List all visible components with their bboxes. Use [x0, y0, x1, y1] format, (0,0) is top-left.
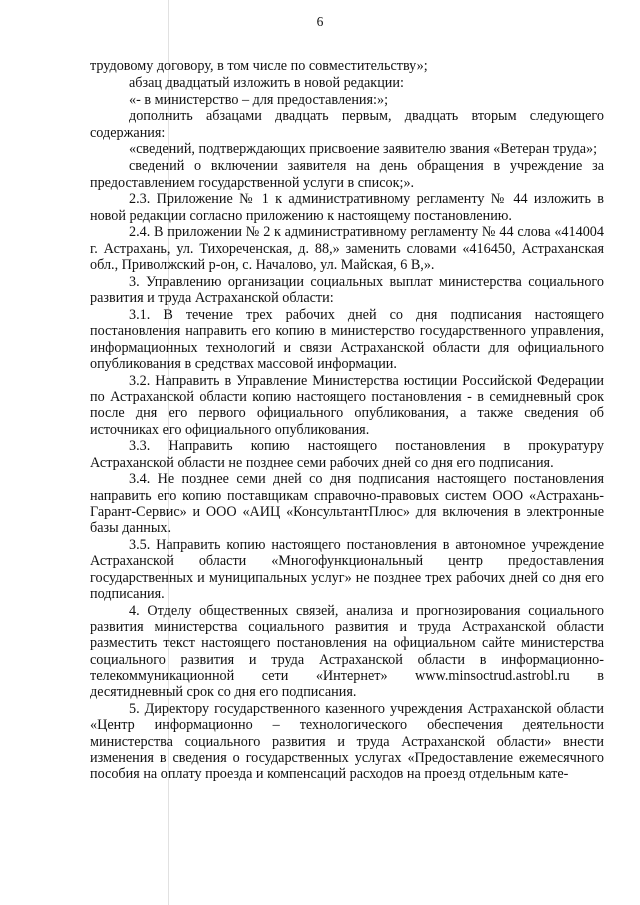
paragraph: дополнить абзацами двадцать первым, двадцать вторым следующего содержания:	[90, 108, 604, 141]
paragraph: 3.3. Направить копию настоящего постановления в прокуратуру Астраханской области не позднее семи рабочих дней со дня его подписания.	[90, 438, 604, 471]
paragraph: «- в министерство – для предоставления:»;	[129, 91, 389, 108]
paragraph: 3. Управлению организации социальных выплат министерства социального развития и труда Астраханской области:	[90, 273, 604, 307]
paragraph: «сведений, подтверждающих присвоение заявителю звания «Ветеран труда»;	[129, 141, 598, 158]
paragraph: 2.4. В приложении № 2 к административному регламенту № 44 слова «414004 г. Астрахань, ул. Тихореченская, д. 88,» заменить словами «416450, Астраханская обл., Приволжский р-он, с. Началово, ул. Майская, 6 В,».	[90, 224, 604, 274]
page-number: 6	[316, 14, 324, 29]
paragraph: 3.5. Направить копию настоящего постановления в автономное учреждение Астраханской области «Многофункциональный центр предоставления государственных и муниципальных услуг» не позднее трех рабочих дней со дня его подписания.	[90, 537, 604, 602]
paragraph: абзац двадцатый изложить в новой редакции:	[129, 74, 404, 91]
paragraph: 3.1. В течение трех рабочих дней со дня подписания настоящего постановления направить его копию в министерство государственного управления, информационных технологий и связи Астраханской области для официального опубликования в средствах массовой информации.	[90, 306, 604, 372]
paragraph: 5. Директору государственного казенного учреждения Астраханской области «Центр информационно – технологического обеспечения деятельности министерства социального развития и труда Астраханской области» внести изменения в сведения о государственных услугах «Предоставление ежемесячного пособия на оплату проезда и компенсаций расходов на проезд отдельным кате-	[90, 701, 604, 783]
paragraph: 2.3. Приложение № 1 к административному регламенту № 44 изложить в новой редакции согласно приложению к настоящему постановлению.	[90, 191, 604, 224]
paragraph: 4. Отделу общественных связей, анализа и прогнозирования социального развития министерства социального развития и труда Астраханской области разместить текст настоящего постановления на официальном сайте министерства социального развития и труда Астраханской области в информационно-телекоммуникационной сети «Интернет» www.minsoctrud.astrobl.ru в десятидневный срок со дня его подписания.	[90, 602, 604, 701]
paragraph: 3.4. Не позднее семи дней со дня подписания настоящего постановления направить его копию поставщикам справочно-правовых систем ООО «Астрахань-Гарант-Сервис» и ООО «АИЦ «КонсультантПлюс» для включения в электронные базы данных.	[90, 471, 604, 537]
paragraph: трудовому договору, в том числе по совместительству»;	[90, 58, 428, 74]
paragraph: сведений о включении заявителя на день обращения в учреждение за предоставлением государственной услуги в список;».	[90, 158, 604, 191]
document-body	[90, 58, 604, 783]
paragraph: 3.2. Направить в Управление Министерства юстиции Российской Федерации по Астраханской области копию настоящего постановления - в семидневный срок после дня его первого официального опубликования, а также сведения об источниках его официального опубликования.	[90, 372, 604, 438]
